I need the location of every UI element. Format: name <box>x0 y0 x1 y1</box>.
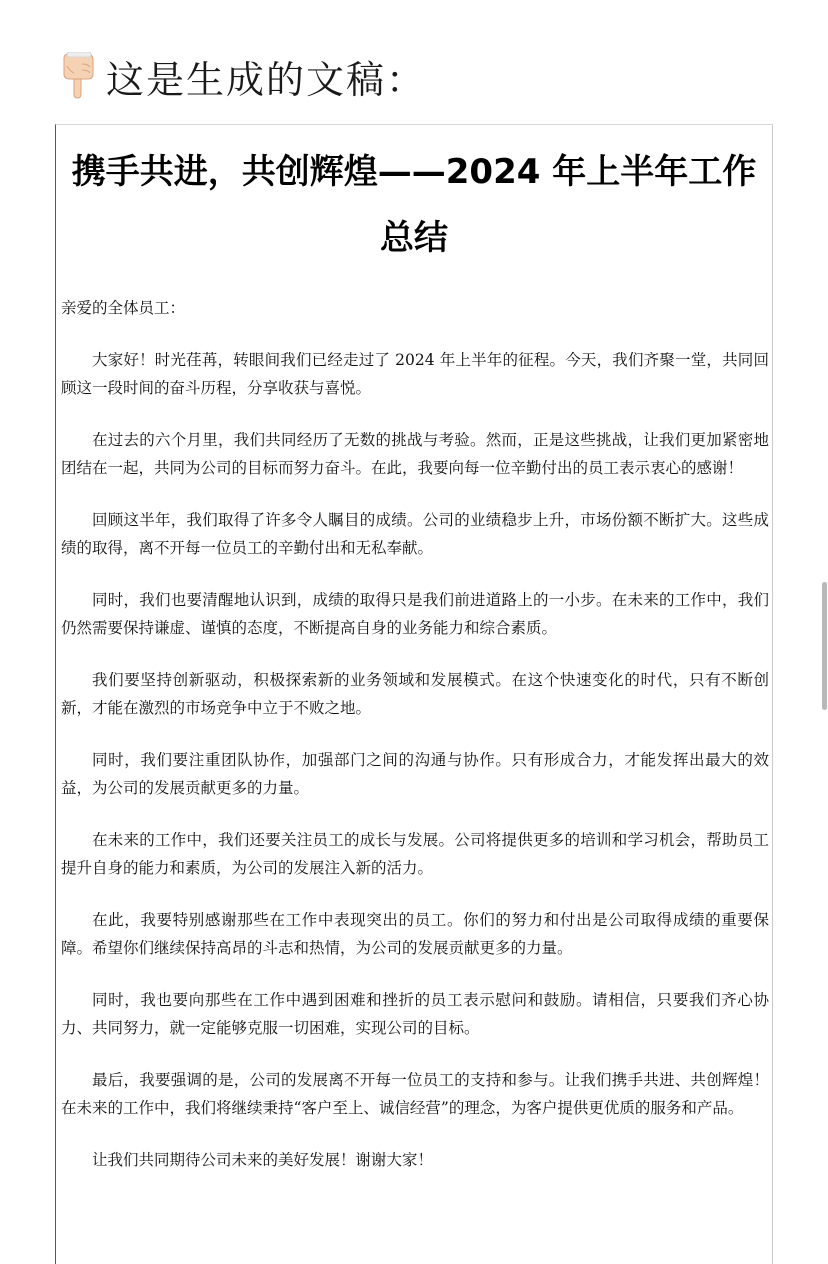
header <box>58 48 426 104</box>
paragraph-5: 我们要坚持创新驱动，积极探索新的业务领域和发展模式。在这个快速变化的时代，只有不断创新，才能在激烈的市场竞争中立于不败之地。 <box>61 671 769 717</box>
paragraph-11: 让我们共同期待公司未来的美好发展！谢谢大家！ <box>92 1151 434 1169</box>
pointing-down-hand-icon <box>58 52 98 100</box>
paragraph-1: 大家好！时光荏苒，转眼间我们已经走过了 2024 年上半年的征程。今天，我们齐聚一堂，共同回顾这一段时间的奋斗历程，分享收获与喜悦。 <box>61 351 769 397</box>
paragraph-8: 在此，我要特别感谢那些在工作中表现突出的员工。你们的努力和付出是公司取得成绩的重要保障。希望你们继续保持高昂的斗志和热情，为公司的发展贡献更多的力量。 <box>61 911 769 957</box>
paragraph-2: 在过去的六个月里，我们共同经历了无数的挑战与考验。然而，正是这些挑战，让我们更加紧密地团结在一起，共同为公司的目标而努力奋斗。在此，我要向每一位辛勤付出的员工表示衷心的感谢！ <box>61 431 769 477</box>
document-title: 携手共进，共创辉煌——2024 年上半年工作总结 <box>71 152 757 258</box>
page-scrollbar[interactable] <box>822 582 827 710</box>
header-text: 这是生成的文稿： <box>106 57 427 102</box>
paragraph-9: 同时，我也要向那些在工作中遇到困难和挫折的员工表示慰问和鼓励。请相信，只要我们齐心协力、共同努力，就一定能够克服一切困难，实现公司的目标。 <box>61 991 769 1037</box>
paragraph-4: 同时，我们也要清醒地认识到，成绩的取得只是我们前进道路上的一小步。在未来的工作中，我们仍然需要保持谦虚、谨慎的态度，不断提高自身的业务能力和综合素质。 <box>61 591 769 637</box>
document-page[interactable] <box>55 124 773 1264</box>
paragraph-6: 同时，我们要注重团队协作，加强部门之间的沟通与协作。只有形成合力，才能发挥出最大的效益，为公司的发展贡献更多的力量。 <box>61 751 769 797</box>
salutation: 亲爱的全体员工： <box>61 299 186 317</box>
paragraph-7: 在未来的工作中，我们还要关注员工的成长与发展。公司将提供更多的培训和学习机会，帮助员工提升自身的能力和素质，为公司的发展注入新的活力。 <box>61 831 769 877</box>
paragraph-3: 回顾这半年，我们取得了许多令人瞩目的成绩。公司的业绩稳步上升，市场份额不断扩大。这些成绩的取得，离不开每一位员工的辛勤付出和无私奉献。 <box>61 511 769 557</box>
paragraph-10: 最后，我要强调的是，公司的发展离不开每一位员工的支持和参与。让我们携手共进、共创辉煌！在未来的工作中，我们将继续秉持“客户至上、诚信经营”的理念，为客户提供更优质的服务和产品。 <box>61 1071 769 1117</box>
